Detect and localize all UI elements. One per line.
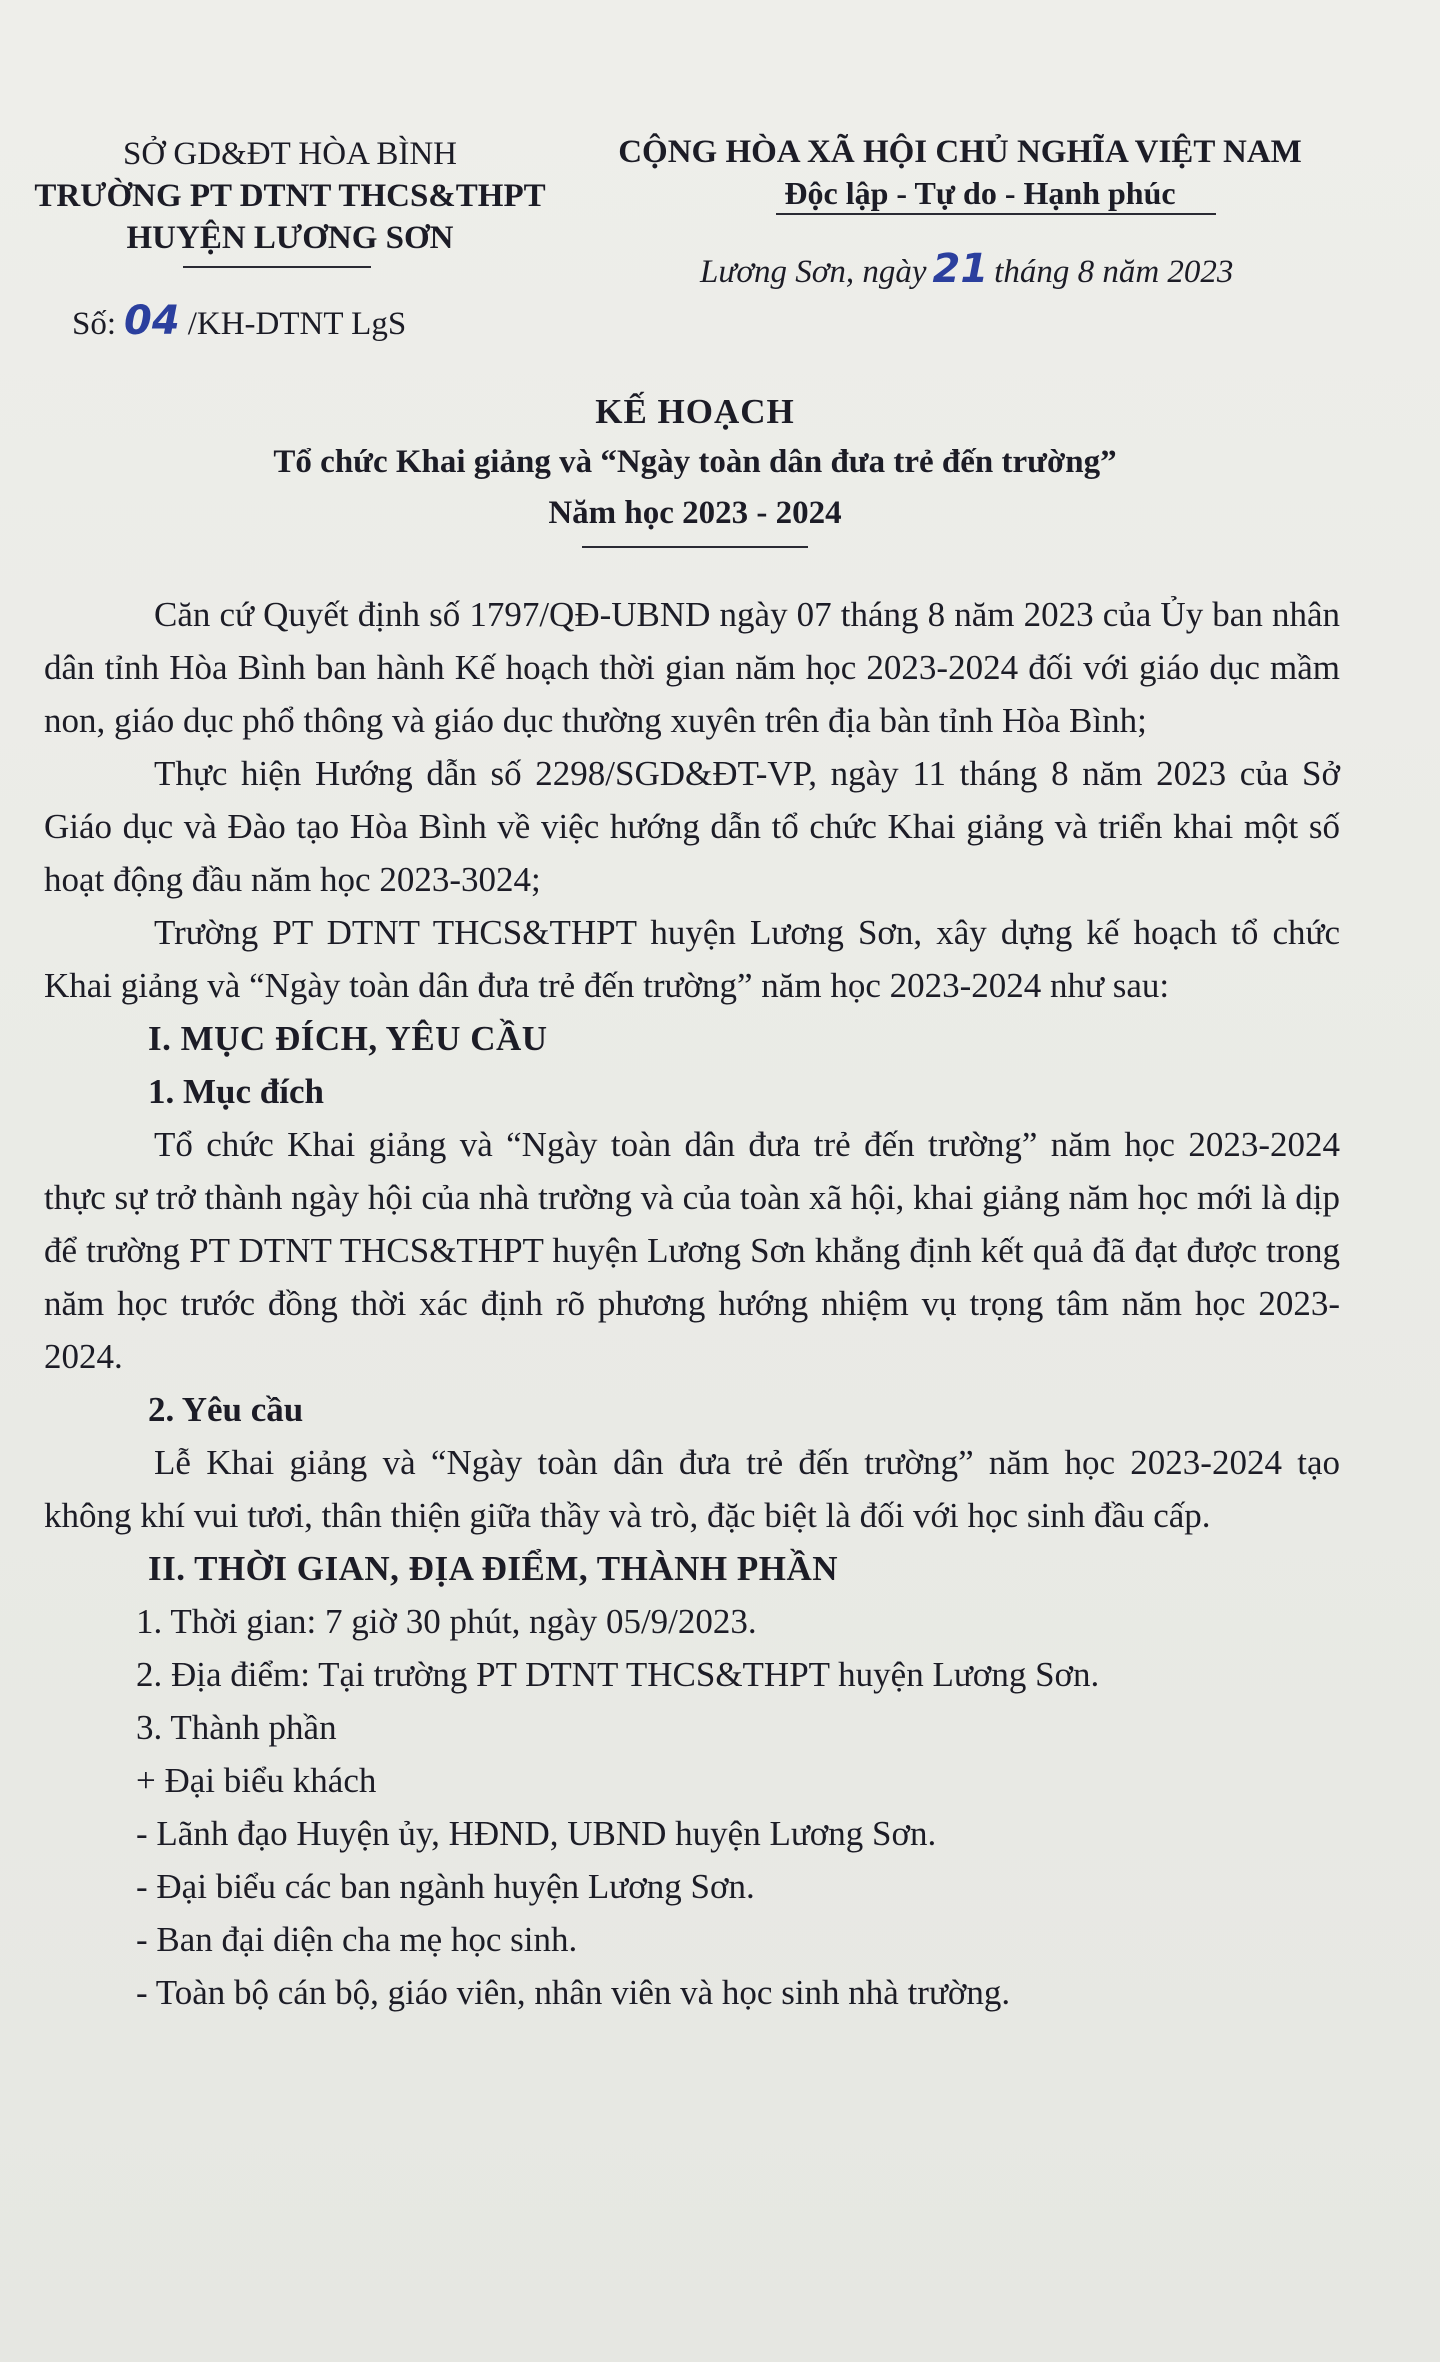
document-number (72, 300, 406, 345)
list-item-participants: 3. Thành phần (136, 1708, 337, 1747)
header-right-underline (776, 213, 1216, 215)
date-place: Lương Sơn, ngày (700, 254, 927, 290)
header-school-line1: TRƯỜNG PT DTNT THCS&THPT (34, 178, 546, 214)
paragraph-basis-1: Căn cứ Quyết định số 1797/QĐ-UBND ngày 07 tháng 8 năm 2023 của Ủy ban nhân dân tỉnh Hòa Bình ban hành Kế hoạch thời gian năm học 2023-2024 đối với giáo dục mầm non, giáo dục phổ thông và giáo dục thường xuyên trên địa bàn tỉnh Hòa Bình; (44, 595, 1340, 740)
header-republic: CỘNG HÒA XÃ HỘI CHỦ NGHĨA VIỆT NAM (618, 134, 1302, 170)
paragraph-purpose: Tổ chức Khai giảng và “Ngày toàn dân đưa trẻ đến trường” năm học 2023-2024 thực sự trở thành ngày hội của nhà trường và của toàn xã hội, khai giảng năm học mới là dịp để trường PT DTNT THCS&THPT huyện Lương Sơn khẳng định kết quả đã đạt được trong năm học trước đồng thời xác định rõ phương hướng nhiệm vụ trọng tâm năm học 2023-2024. (44, 1125, 1340, 1376)
list-item-guests: + Đại biểu khách (136, 1761, 377, 1800)
list-item-guest-1: - Lãnh đạo Huyện ủy, HĐND, UBND huyện Lương Sơn. (136, 1814, 937, 1853)
header-motto: Độc lập - Tự do - Hạnh phúc (784, 175, 1176, 211)
date-day-handwritten: 21 (932, 246, 989, 292)
section-1-1-heading: 1. Mục đích (148, 1072, 324, 1111)
document-number-suffix: /KH-DTNT LgS (187, 306, 407, 342)
section-2-heading: II. THỜI GIAN, ĐỊA ĐIỂM, THÀNH PHẦN (148, 1549, 839, 1588)
paragraph-requirement: Lễ Khai giảng và “Ngày toàn dân đưa trẻ đến trường” năm học 2023-2024 tạo không khí vui tươi, thân thiện giữa thầy và trò, đặc biệt là đối với học sinh đầu cấp. (44, 1443, 1340, 1535)
list-item-guest-4: - Toàn bộ cán bộ, giáo viên, nhân viên và học sinh nhà trường. (136, 1973, 1011, 2012)
document-subtitle: Tổ chức Khai giảng và “Ngày toàn dân đưa trẻ đến trường” (273, 444, 1117, 480)
list-item-guest-3: - Ban đại diện cha mẹ học sinh. (136, 1920, 578, 1959)
section-1-heading: I. MỤC ĐÍCH, YÊU CẦU (148, 1019, 548, 1058)
document-number-handwritten: 04 (124, 298, 180, 344)
document-date (700, 248, 1233, 293)
header-school-line2: HUYỆN LƯƠNG SƠN (126, 220, 454, 256)
document-title: KẾ HOẠCH (595, 392, 795, 431)
document-school-year: Năm học 2023 - 2024 (548, 495, 842, 531)
list-item-time: 1. Thời gian: 7 giờ 30 phút, ngày 05/9/2023. (136, 1602, 757, 1641)
document-number-label: Số: (72, 306, 117, 342)
list-item-guest-2: - Đại biểu các ban ngành huyện Lương Sơn. (136, 1867, 755, 1906)
date-rest: tháng 8 năm 2023 (994, 254, 1234, 290)
section-1-2-heading: 2. Yêu cầu (148, 1390, 304, 1429)
paragraph-basis-3: Trường PT DTNT THCS&THPT huyện Lương Sơn, xây dựng kế hoạch tổ chức Khai giảng và “Ngày toàn dân đưa trẻ đến trường” năm học 2023-2024 như sau: (44, 913, 1340, 1005)
list-item-location: 2. Địa điểm: Tại trường PT DTNT THCS&THPT huyện Lương Sơn. (136, 1655, 1100, 1694)
document-body (44, 588, 1340, 2019)
title-underline (582, 546, 808, 548)
paragraph-basis-2: Thực hiện Hướng dẫn số 2298/SGD&ĐT-VP, ngày 11 tháng 8 năm 2023 của Sở Giáo dục và Đào tạo Hòa Bình về việc hướng dẫn tổ chức Khai giảng và triển khai một số hoạt động đầu năm học 2023-3024; (44, 754, 1340, 899)
header-left-underline (183, 266, 371, 268)
header-department: SỞ GD&ĐT HÒA BÌNH (123, 136, 457, 172)
